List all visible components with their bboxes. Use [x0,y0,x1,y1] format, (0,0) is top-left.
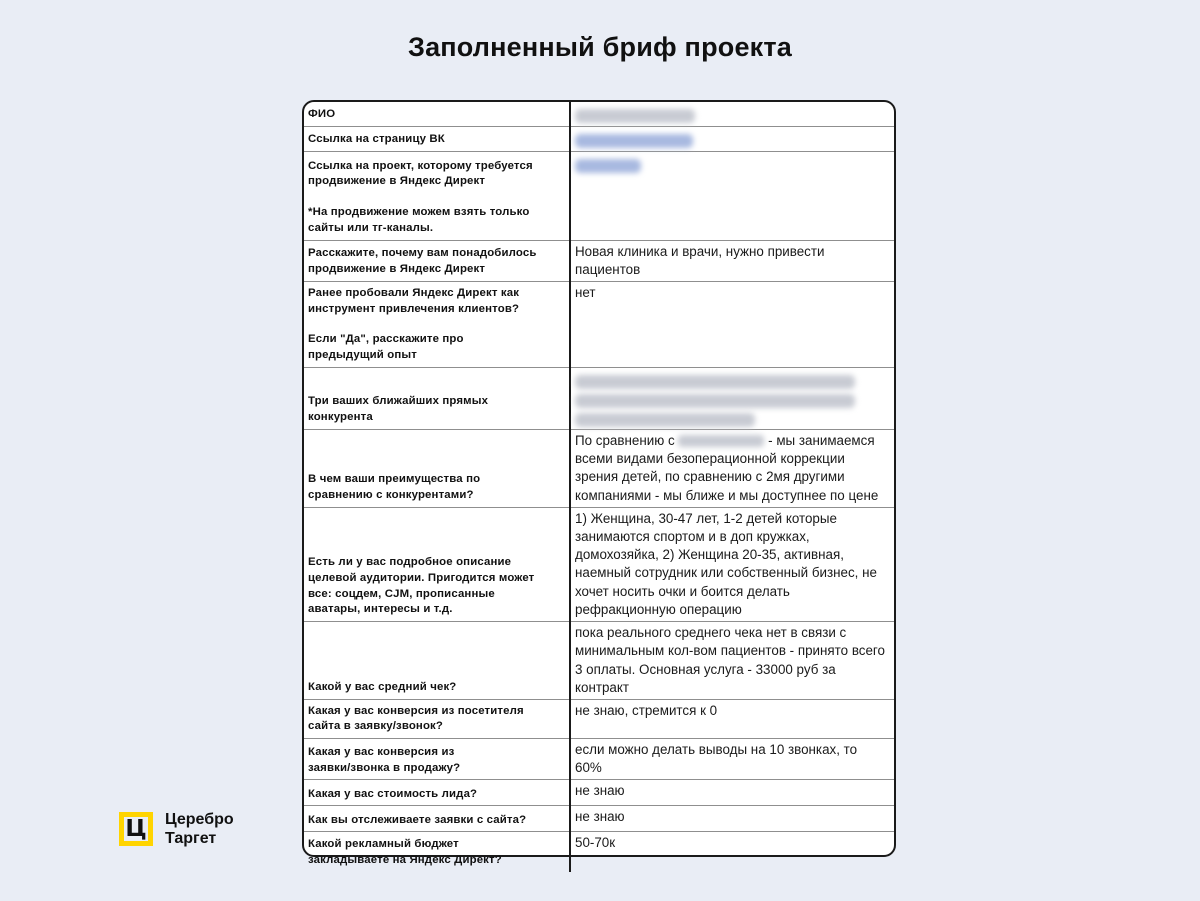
answer-cell [570,622,894,700]
table-row [304,151,894,240]
question-cell [304,240,570,281]
question-gap [308,317,565,332]
question-cell [304,806,570,832]
table-row [304,507,894,621]
brief-card [302,100,896,867]
redacted-text [575,413,755,427]
answer-text: - мы занимаемся [768,432,875,448]
question-cell [304,700,570,739]
answer-text: Новая клиника и врачи, нужно привести [575,243,825,259]
question-text: Три ваших ближайших прямых [308,395,489,408]
question-text: Расскажите, почему вам понадобилось [308,247,537,260]
question-text: Какой рекламный бюджет [308,838,459,851]
answer-text: домохозяйка, 2) Женщина 20-35, активная, [575,547,844,563]
table-row [304,622,894,700]
answer-text: не знаю, стремится к 0 [575,703,718,718]
question-text: конкурента [308,411,373,424]
answer-text: 1) Женщина, 30-47 лет, 1-2 детей которые [575,510,837,526]
answer-line [575,432,890,450]
answer-text: не знаю [575,809,625,825]
answer-text: зрения детей, по сравнению с 2мя другими [575,469,845,485]
question-text: Ссылка на проект, которому требуется [308,159,533,172]
logo-line-2: Таргет [165,830,217,848]
table-row [304,240,894,281]
brand-logo [119,810,234,848]
answer-cell [570,151,894,240]
question-text: Есть ли у вас подробное описание [308,556,512,569]
question-gap [308,190,565,205]
table-row [304,739,894,780]
table-row [304,700,894,739]
answer-text: занимаются спортом и в доп кружках, [575,529,810,545]
question-text: продвижение в Яндекс Директ [308,175,486,188]
logo-text [165,810,234,848]
answer-text: хочет носить очки и боится делать [575,583,790,599]
question-text: *На продвижение можем взять только [308,206,530,219]
answer-cell [570,126,894,151]
question-text: целевой аудитории. Пригодится может [308,571,535,584]
table-row [304,126,894,151]
question-text: Какая у вас конверсия из посетителя [308,704,524,717]
answer-cell [570,102,894,126]
answer-cell [570,367,894,429]
logo-line-1: Церебро [165,811,234,828]
answer-text: наемный сотрудник или собственный бизнес, не [575,565,877,581]
question-cell [304,622,570,700]
question-text: Какая у вас конверсия из [308,745,455,758]
question-text: заявки/звонка в продажу? [308,761,461,774]
question-cell [304,102,570,126]
answer-text: всеми видами безоперационной коррекции [575,451,845,467]
question-cell [304,126,570,151]
redacted-text [575,159,641,173]
answer-text: По сравнению с [575,432,675,448]
answer-cell [570,739,894,780]
question-cell [304,281,570,367]
table-row [304,367,894,429]
answer-text: если можно делать выводы на 10 звонках, то [575,742,858,757]
answer-text: минимальным кол-вом пациентов - принято всего [575,643,885,659]
question-cell [304,832,570,872]
question-cell [304,739,570,780]
question-text: сайта в заявку/звонок? [308,720,444,733]
redacted-text [575,134,693,148]
question-cell [304,367,570,429]
question-text: продвижение в Яндекс Директ [308,263,486,276]
logo-glyph: Ц [125,815,147,842]
answer-text: 60% [575,760,602,776]
answer-cell [570,806,894,832]
answer-cell [570,281,894,367]
question-cell [304,507,570,621]
table-row [304,429,894,507]
answer-cell [570,700,894,739]
table-row [304,780,894,806]
redacted-text [678,435,764,447]
question-text: Какой у вас средний чек? [308,681,457,694]
answer-text: контракт [575,679,630,695]
answer-cell [570,429,894,507]
redacted-text [575,375,855,389]
page-title: Заполненный бриф проекта [407,32,793,62]
question-text: В чем ваши преимущества по [308,473,481,486]
answer-text: нет [575,284,596,300]
question-cell [304,151,570,240]
answer-text: пока реального среднего чека нет в связи с [575,625,847,641]
redacted-text [575,394,855,408]
question-text: предыдущий опыт [308,349,418,362]
table-row [304,102,894,126]
question-text: Если "Да", расскажите про [308,333,464,346]
answer-text: не знаю [575,783,625,799]
answer-cell [570,240,894,281]
question-text: Ранее пробовали Яндекс Директ как [308,287,520,299]
table-row [304,832,894,872]
table-row [304,806,894,832]
brief-table-body [304,102,894,872]
question-text: все: соцдем, CJM, прописанные [308,587,495,600]
answer-text: 50-70к [575,835,616,851]
table-row [304,281,894,367]
answer-text: 3 оплаты. Основная услуга - 33000 руб за [575,661,836,677]
question-text: Как вы отслеживаете заявки с сайта? [308,813,527,826]
question-text: сравнению с конкурентами? [308,489,474,502]
answer-cell [570,832,894,872]
question-text: инструмент привлечения клиентов? [308,302,520,315]
question-text: Какая у вас стоимость лида? [308,787,478,800]
question-text: закладываете на Яндекс Директ? [308,854,502,867]
answer-cell [570,507,894,621]
question-text: аватары, интересы и т.д. [308,603,453,616]
answer-text: пациентов [575,261,641,277]
answer-text: рефракционную операцию [575,601,742,617]
question-cell [304,780,570,806]
brief-table [304,102,894,872]
logo-mark [119,812,153,846]
question-text: сайты или тг-каналы. [308,221,434,234]
answer-text: компаниями - мы ближе и мы доступнее по цене [575,487,879,503]
answer-cell [570,780,894,806]
question-cell [304,429,570,507]
question-text: Ссылка на страницу ВК [308,132,445,145]
redacted-text [575,109,695,123]
question-text: ФИО [308,107,336,120]
